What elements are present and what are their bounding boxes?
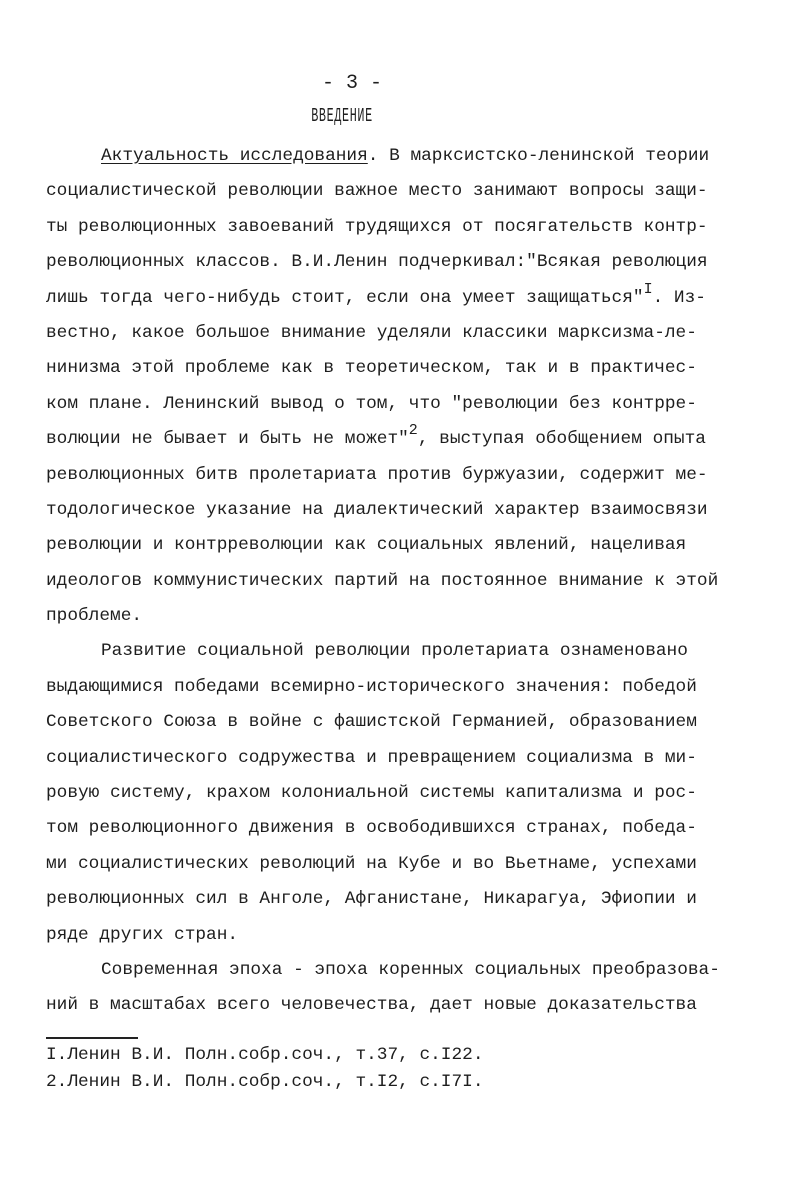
text-run: революционных классов. В.И.Ленин подчеркивал:"Всякая революция — [46, 252, 708, 273]
text-run: . Из- — [652, 287, 706, 308]
text-run: революции и контрреволюции как социальных явлений, нацеливая — [46, 535, 687, 556]
text-line — [46, 493, 746, 528]
text-run: том революционного движения в освободившихся странах, победа- — [46, 818, 697, 839]
text-run: ми социалистических революций на Кубе и во Вьетнаме, успехами — [46, 853, 697, 874]
body-text — [46, 139, 746, 1024]
text-line — [46, 422, 746, 457]
footnotes — [46, 1042, 484, 1096]
text-line — [46, 705, 746, 740]
text-run: ровую систему, крахом колониальной системы капитализма и рос- — [46, 783, 697, 804]
underlined-term: Актуальность исследования — [101, 146, 368, 166]
text-run: Советского Союза в войне с фашистской Германией, образованием — [46, 712, 697, 733]
text-line — [46, 210, 746, 245]
text-line — [46, 281, 746, 316]
text-run: Современная эпоха - эпоха коренных социальных преобразова- — [101, 959, 720, 980]
footnote-marker: 2 — [408, 422, 418, 440]
text-line — [46, 776, 746, 811]
text-run: волюции не бывает и быть не может" — [46, 429, 409, 450]
text-line — [46, 953, 746, 988]
text-line — [46, 882, 746, 917]
text-line — [46, 811, 746, 846]
text-run: выдающимися победами всемирно-исторического значения: победой — [46, 676, 697, 697]
text-line — [46, 988, 746, 1023]
text-run: нинизма этой проблеме как в теоретическом, так и в практичес- — [46, 358, 697, 379]
footnote-1: I.Ленин В.И. Полн.собр.соч., т.37, с.I22. — [46, 1045, 484, 1065]
footnote-marker: I — [643, 280, 653, 298]
footnote-divider — [46, 1037, 138, 1039]
text-run: проблеме. — [46, 606, 143, 627]
text-line — [46, 918, 746, 953]
text-line — [46, 741, 746, 776]
text-line — [46, 174, 746, 209]
text-run: социалистической революции важное место занимают вопросы защи- — [46, 181, 708, 202]
page-number: - 3 - — [321, 72, 382, 95]
text-line — [46, 351, 746, 386]
text-line — [46, 847, 746, 882]
text-line — [46, 528, 746, 563]
text-run: лишь тогда чего-нибудь стоит, если она умеет защищаться" — [46, 287, 644, 308]
text-line — [46, 458, 746, 493]
text-line — [46, 599, 746, 634]
text-line — [46, 387, 746, 422]
text-run: социалистического содружества и превращением социализма в ми- — [46, 747, 697, 768]
text-run: . В марксистско-ленинской теории — [367, 146, 710, 166]
text-run: тодологическое указание на диалектический характер взаимосвязи — [46, 499, 708, 520]
text-line — [46, 634, 746, 669]
text-run: революционных битв пролетариата против буржуазии, содержит ме- — [46, 464, 708, 485]
section-heading: ВВЕДЕНИЕ — [311, 105, 373, 127]
text-run: ряде других стран. — [46, 924, 239, 945]
text-run: вестно, какое большое внимание уделяли классики марксизма-ле- — [46, 322, 697, 343]
text-line — [46, 316, 746, 351]
text-run: Развитие социальной революции пролетариата ознаменовано — [101, 641, 688, 662]
text-run: ты революционных завоеваний трудящихся от посягательств контр- — [46, 216, 708, 237]
text-run: революционных сил в Анголе, Афганистане, Никарагуа, Эфиопии и — [46, 889, 697, 910]
text-line — [46, 670, 746, 705]
text-run: ком плане. Ленинский вывод о том, что "революции без контрре- — [46, 393, 697, 414]
text-line — [46, 564, 746, 599]
text-run: , выступая обобщением опыта — [417, 429, 706, 450]
text-line — [46, 139, 746, 174]
text-run: идеологов коммунистических партий на постоянное внимание к этой — [46, 570, 719, 591]
text-line — [46, 245, 746, 280]
footnote-2: 2.Ленин В.И. Полн.собр.соч., т.I2, с.I7I. — [46, 1072, 484, 1092]
text-run: ний в масштабах всего человечества, дает новые доказательства — [46, 995, 697, 1016]
